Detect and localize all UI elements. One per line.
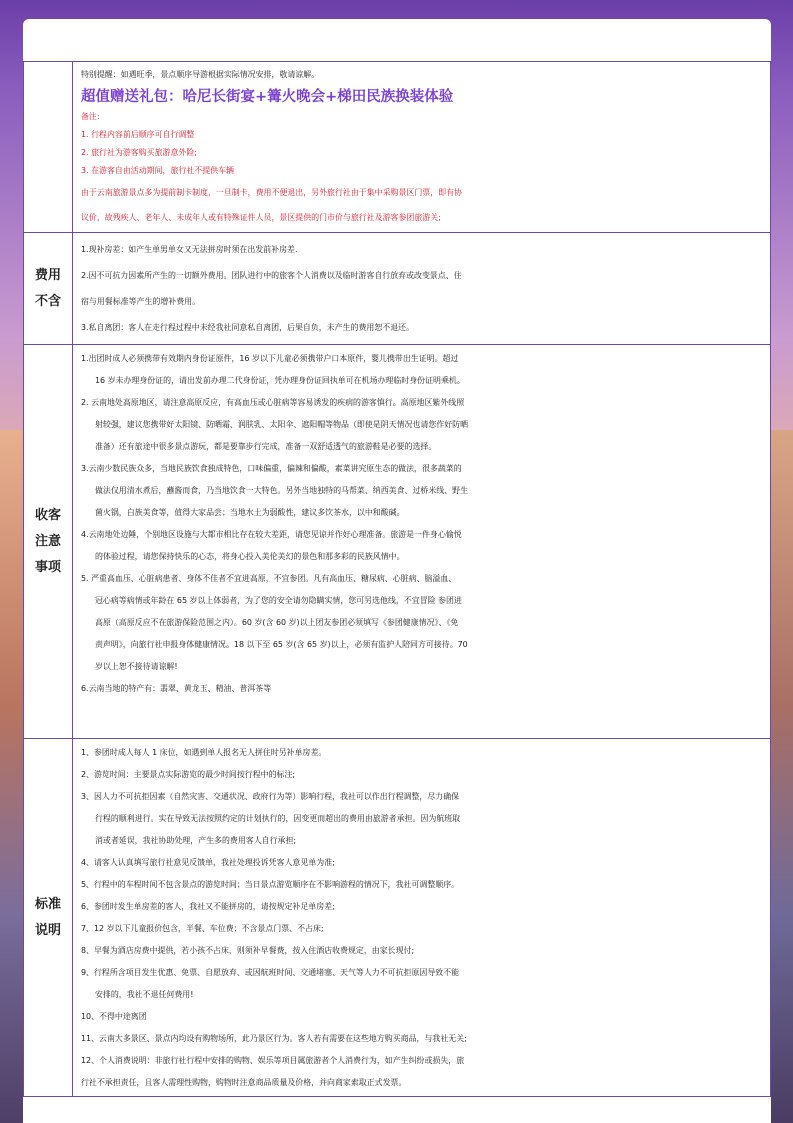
notice-row bbox=[24, 62, 771, 233]
list-item-cont: 16 岁未办理身份证的，请出发前办理二代身份证，凭办理身份证回执单可在机场办理临时身份证明乘机。 bbox=[95, 376, 465, 385]
label-line: 注意 bbox=[34, 533, 61, 549]
list-item-cont: 安排的，我社不退任何费用! bbox=[95, 990, 194, 999]
list-item: 12、个人消费说明：非旅行社行程中安排的购物、娱乐等项目属旅游者个人消费行为，如产生纠纷或损失，旅 bbox=[81, 1056, 465, 1065]
label-line: 说明 bbox=[34, 922, 61, 938]
standards-row bbox=[24, 739, 771, 1097]
list-item-cont: 的体验过程，请您保持快乐的心态，将身心投入美伦美幻的景色和那多彩的民族风情中。 bbox=[95, 552, 405, 561]
background-decoration-right bbox=[769, 430, 793, 1123]
document-card bbox=[23, 19, 771, 1123]
remark-item: 1. 行程内容前后顺序可自行调整 bbox=[81, 130, 195, 139]
remark-title: 备注: bbox=[81, 112, 100, 121]
list-item: 3、因人力不可抗拒因素（自然灾害、交通状况、政府行为等）影响行程，我社可以作出行程调整，尽力确保 bbox=[81, 792, 460, 801]
list-item-cont: 做法仅用清水煮后，蘸酱而食，乃当地饮食一大特色。另外当地独特的马帮菜、纳西美食、过桥米线、野生 bbox=[95, 486, 469, 495]
list-item: 1.现补房差：如产生单男单女又无法拼房时须在出发前补房差. bbox=[81, 245, 298, 254]
list-item: 4.云南地处边陲，个别地区设施与大都市相比存在较大差距，请您见谅并作好心理准备。旅游是一件身心愉悦 bbox=[81, 530, 462, 539]
list-item: 2.因不可抗力因素所产生的一切额外费用。团队进行中的旅客个人消费以及临时游客自行放弃或改变景点、住 bbox=[81, 271, 462, 280]
list-item: 9、行程所含项目发生优惠、免票、自愿放弃、或因航班时间、交通堵塞、天气等人力不可抗拒原因导致不能 bbox=[81, 968, 460, 977]
list-item: 6、参团时发生单房差的客人，我社又不能拼房的，请按规定补足单房差; bbox=[81, 902, 335, 911]
red-paragraph-line: 议价，故残疾人、老年人、未成年人或有特殊证件人员，景区提供的门市价与旅行社及游客参团旅游关; bbox=[81, 213, 441, 222]
gift-package: 超值赠送礼包：哈尼长街宴+篝火晚会+梯田民族换装体验 bbox=[81, 89, 454, 105]
list-item-cont: 消或者延误，我社协助处理，产生多的费用客人自行承担; bbox=[95, 836, 297, 845]
list-item: 5. 严重高血压、心脏病患者、身体不佳者不宜进高原，不宜参团。凡有高血压、糖尿病、心脏病、脑溢血、 bbox=[81, 574, 457, 583]
notes-label bbox=[24, 345, 73, 739]
standards-label bbox=[24, 739, 73, 1097]
label-line: 事项 bbox=[34, 559, 61, 575]
standards-content bbox=[73, 739, 771, 1097]
label-line: 标准 bbox=[34, 896, 61, 912]
list-item-cont: 岁以上恕不接待请谅解! bbox=[95, 662, 178, 671]
label-line: 费用 bbox=[34, 267, 61, 283]
list-item-cont: 射较强，建议您携带好太阳镜、防晒霜、润肤乳、太阳伞、遮阳帽等物品（即使是阴天情况也请您作好防晒 bbox=[95, 420, 469, 429]
list-item: 1.出团时成人必须携带有效期内身份证原件，16 岁以下儿童必须携带户口本原件，婴儿携带出生证明。超过 bbox=[81, 354, 459, 363]
background-decoration-left bbox=[0, 430, 24, 1123]
label-line: 收客 bbox=[34, 507, 61, 523]
list-item-cont: 责声明》，向旅行社申报身体健康情况。18 以下至 65 岁(含 65 岁)以上，必须有监护人陪同方可接待。70 bbox=[95, 640, 468, 649]
list-item: 2. 云南地处高原地区，请注意高原反应，有高血压或心脏病等容易诱发的疾病的游客慎行。高原地区紫外线照 bbox=[81, 398, 465, 407]
special-notice: 特别提醒：如遇旺季，景点顺序导游根据实际情况安排，敬请谅解。 bbox=[81, 70, 320, 79]
remark-item: 2. 旅行社为游客购买旅游意外险; bbox=[81, 148, 197, 157]
list-item-cont: 宿与用餐标准等产生的增补费用。 bbox=[81, 297, 201, 306]
list-item-cont: 冠心病等病情或年龄在 65 岁以上体弱者，为了您的安全请勿隐瞒实情，您可另选他线，不宜冒险 参团进 bbox=[95, 596, 462, 605]
list-item: 11、云南大多景区、景点内均设有购物场所，此乃景区行为。客人若有需要在这些地方购买商品，与我社无关; bbox=[81, 1034, 467, 1043]
list-item: 8、早餐为酒店房费中提供，若小孩不占床，则须补早餐费，按入住酒店收费规定，由家长现付; bbox=[81, 946, 415, 955]
notice-content bbox=[73, 62, 771, 233]
list-item: 3.私自离团：客人在走行程过程中未经我社同意私自离团，后果自负，未产生的费用恕不退还。 bbox=[81, 323, 415, 332]
remark-item: 3. 在游客自由活动期间，旅行社不提供车辆 bbox=[81, 166, 234, 175]
card-header-space bbox=[23, 19, 771, 61]
list-item: 6.云南当地的特产有：翡翠、黄龙玉、精油、普洱茶等 bbox=[81, 684, 272, 693]
list-item: 1、参团时成人每人 1 床位，如遇到单人报名无人拼住时另补单房差。 bbox=[81, 748, 327, 757]
fee-excluded-row bbox=[24, 233, 771, 345]
list-item: 3.云南少数民族众多，当地民族饮食独成特色，口味偏重，偏辣和偏酸，素菜讲究原生态的做法，很多蔬菜的 bbox=[81, 464, 462, 473]
fee-excluded-label bbox=[24, 233, 73, 345]
list-item: 5、行程中的车程时间不包含景点的游览时间；当日景点游览顺序在不影响游程的情况下，我社可调整顺序。 bbox=[81, 880, 460, 889]
list-item-cont: 行程的顺利进行。实在导致无法按照约定的计划执行的，因变更而超出的费用由旅游者承担。因为航班取 bbox=[95, 814, 461, 823]
list-item-cont: 准备）还有旅途中很多景点游玩，都是要靠步行完成，准备一双舒适透气的旅游鞋是必要的选择。 bbox=[95, 442, 437, 451]
notes-content bbox=[73, 345, 771, 739]
list-item-cont: 菌火锅，白族美食等，值得大家品尝；当地水土为弱酸性，建议多饮茶水，以中和酸碱。 bbox=[95, 508, 405, 517]
list-item-cont: 行社不承担责任，且客人需理性购物，购物时注意商品质量及价格，并向商家索取正式发票。 bbox=[81, 1078, 407, 1087]
label-line: 不含 bbox=[34, 293, 61, 309]
fee-excluded-content bbox=[73, 233, 771, 345]
list-item-cont: 高原（高原反应不在旅游保险范围之内）。60 岁(含 60 岁)以上团友参团必须填写《参团健康情况》、《免 bbox=[95, 618, 459, 627]
red-paragraph-line: 由于云南旅游景点多为提前制卡制度，一旦制卡，费用不便退出，另外旅行社由于集中采购景区门票，即有协 bbox=[81, 188, 462, 197]
list-item: 4、请客人认真填写旅行社意见反馈单，我社处理投诉凭客人意见单为准; bbox=[81, 858, 335, 867]
list-item: 2、游览时间：主要景点实际游览的最少时间按行程中的标注; bbox=[81, 770, 296, 779]
notice-label-cell bbox=[24, 62, 73, 233]
notes-row bbox=[24, 345, 771, 739]
itinerary-table bbox=[23, 61, 771, 1097]
list-item: 7、12 岁以下儿童报价包含，半餐、车位费；不含景点门票、不占床; bbox=[81, 924, 324, 933]
list-item: 10、不得中途离团 bbox=[81, 1012, 147, 1021]
